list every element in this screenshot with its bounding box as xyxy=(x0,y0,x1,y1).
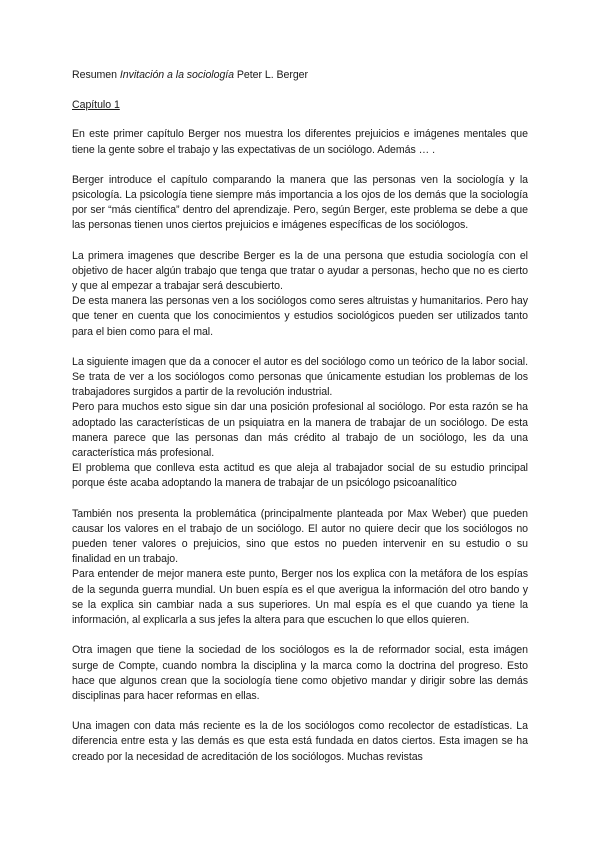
paragraph: El problema que conlleva esta actitud es que aleja al trabajador social de su estudio principal porque éste acaba adoptando la manera de trabajar de un psicólogo psicoanalítico xyxy=(72,462,528,490)
paragraph-gap xyxy=(72,628,528,643)
paragraph: Berger introduce el capítulo comparando la manera que las personas ven la sociología y la psicología. La psicología tiene siempre más importancia a los ojos de los demás que la sociología por ser “más científica” dentro del aprendizaje. Pero, según Berger, este problema se debe a que las personas tienen unos ciertos prejuicios e imágenes específicas de los sociólogos. xyxy=(72,173,528,232)
paragraph: La siguiente imagen que da a conocer el autor es del sociólogo como un teórico de la labor social. Se trata de ver a los sociólogos como personas que únicamente estudian los problemas de los trabajadores surgidos a partir de la revolución industrial. xyxy=(72,355,528,399)
paragraph: La primera imagenes que describe Berger es la de una persona que estudia sociología con el objetivo de hacer algún trabajo que tenga que tratar o ayudar a personas, hecho que no es cierto y que al empezar a trabajar será descubierto. xyxy=(72,249,528,293)
author-name: Peter L. Berger xyxy=(234,69,308,81)
text-blocks xyxy=(72,127,528,764)
paragraph: De esta manera las personas ven a los sociólogos como seres altruistas y humanitarios. Pero hay que tener en cuenta que los conocimientos y estudios sociológicos pueden ser utilizados tanto para el bien como para el mal. xyxy=(72,295,528,338)
paragraph-gap xyxy=(72,234,528,249)
paragraph: Para entender de mejor manera este punto, Berger nos los explica con la metáfora de los espías de la segunda guerra mundial. Un buen espía es el que averigua la información del otro bando y se la explica sin cambiar nada a sus superiores. Un mal espía es el que cuando ya tiene la información, al explicarla a sus jefes la altera para que escuchen lo que ellos quieren. xyxy=(72,568,528,627)
paragraph: En este primer capítulo Berger nos muestra los diferentes prejuicios e imágenes mentales que tiene la gente sobre el trabajo y las expectativas de un sociólogo. Además … . xyxy=(72,128,528,156)
paragraph: También nos presenta la problemática (principalmente planteada por Max Weber) que pueden causar los valores en el trabajo de un sociólogo. El autor no quiere decir que los sociólogos no pueden tener valores o prejuicios, sino que estos no pueden intervenir en su estudio o su finalidad en un trabajo. xyxy=(72,507,528,566)
paragraph: Una imagen con data más reciente es la de los sociólogos como recolector de estadísticas. La diferencia entre esta y las demás es que esta está fundada en datos ciertos. Esta imagen se ha creado por la necesidad de acreditación de los sociólogos. Muchas revistas xyxy=(72,720,528,763)
paragraph-gap xyxy=(72,158,528,173)
document-title xyxy=(72,68,528,83)
paragraph: Otra imagen que tiene la sociedad de los sociólogos es la de reformador social, esta imágen surge de Compte, cuando nombra la disciplina y la marca como la doctrina del progreso. Esto hace que algunos crean que la sociología tiene como objetivo mandar y dirigir sobre las demás disciplinas para hacer reformas en ellas. xyxy=(72,644,528,702)
book-title: Invitación a la sociología xyxy=(119,69,235,81)
paragraph-gap xyxy=(72,340,528,355)
paragraph-gap xyxy=(72,704,528,719)
title-prefix: Resumen xyxy=(72,69,120,81)
paragraph: Pero para muchos esto sigue sin dar una posición profesional al sociólogo. Por esta razón se ha adoptado las características de un psiquiatra en la manera de trabajar de un sociólogo. De esta manera parece que las personas dan más crédito al trabajo de un sociólogo, les da una característica más profesional. xyxy=(72,401,528,460)
paragraph-gap xyxy=(72,492,528,507)
chapter-heading: Capítulo 1 xyxy=(72,99,120,112)
document-body xyxy=(72,68,528,765)
